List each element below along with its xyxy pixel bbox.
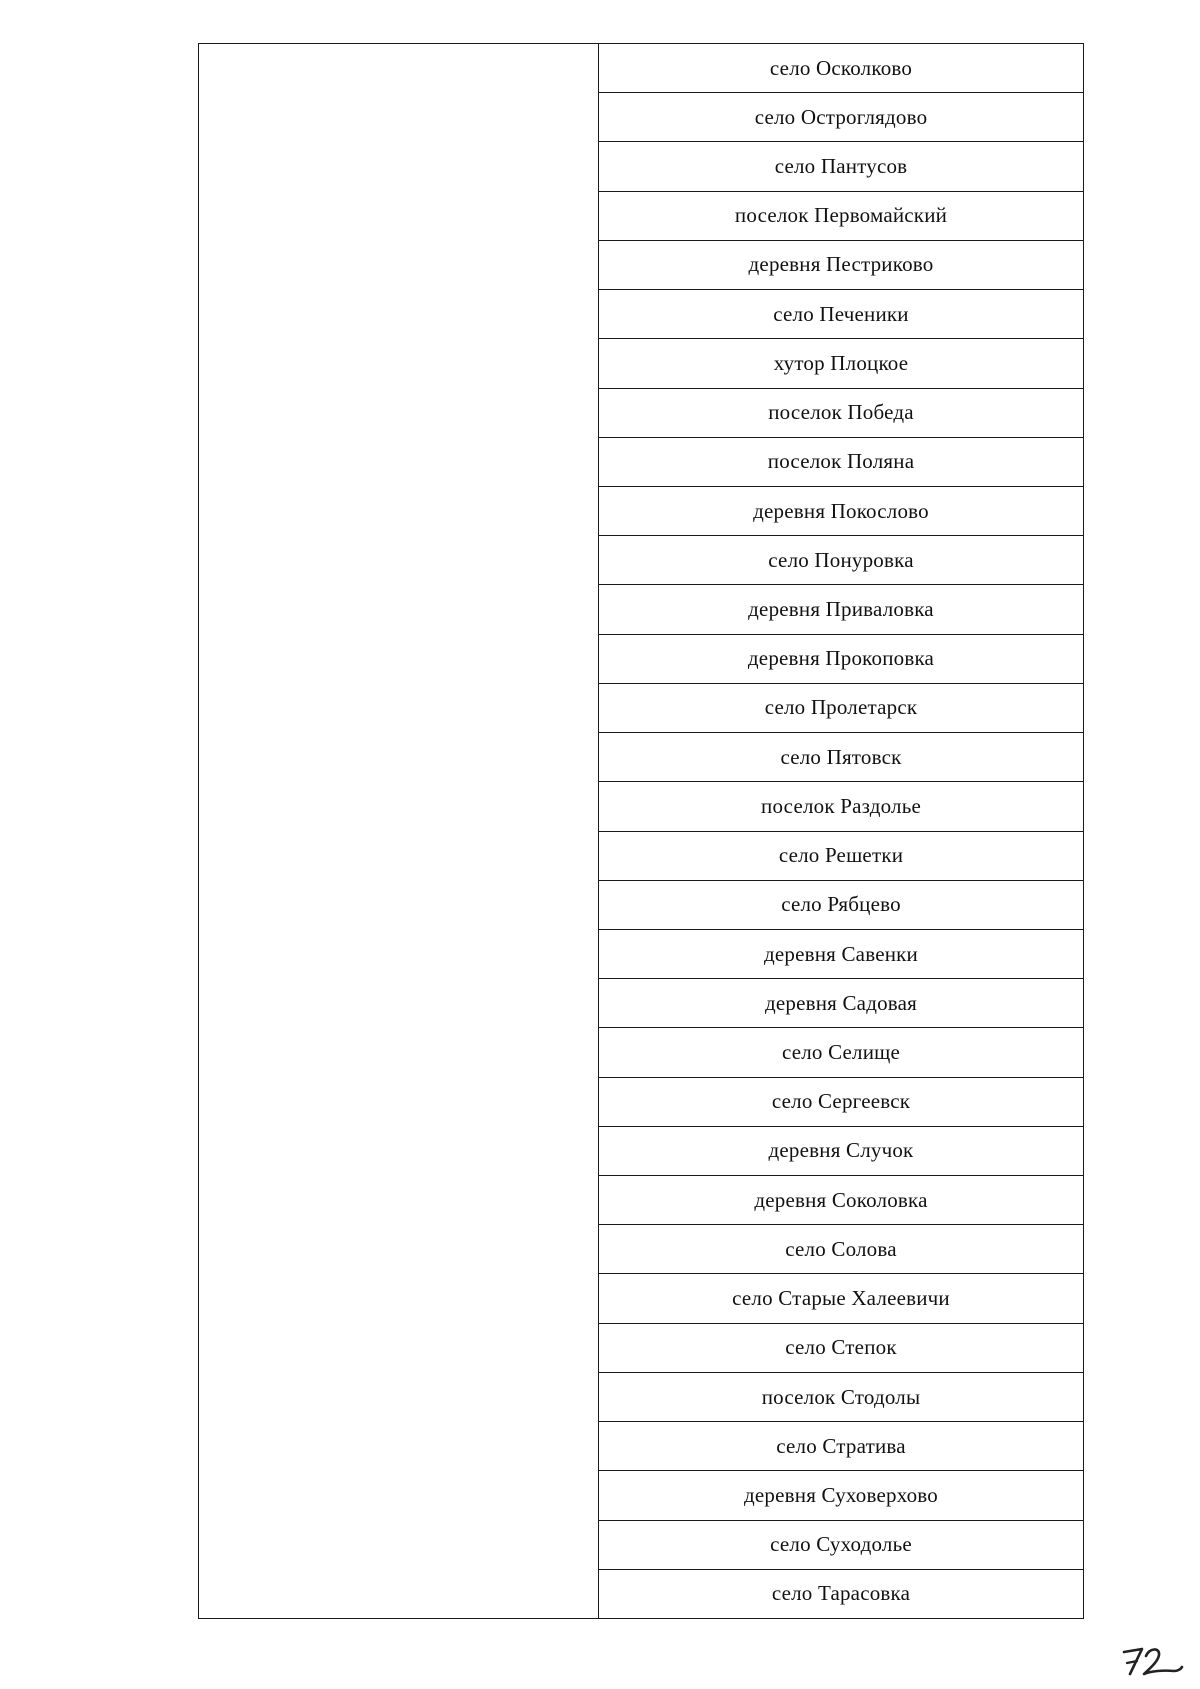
table-row [599,684,1083,733]
settlement-name: деревня Савенки [763,941,918,966]
settlement-name: село Понуровка [768,547,914,572]
table-row [599,44,1083,93]
table-row [599,1274,1083,1323]
settlement-name: деревня Суховерхово [744,1482,938,1507]
settlement-name: село Селище [781,1039,901,1064]
settlement-name: село Сергеевск [771,1089,911,1114]
settlement-name: село Пантусов [774,154,908,179]
settlement-name: деревня Покослово [753,498,929,523]
table-row [599,979,1083,1028]
table-row [599,290,1083,339]
table-row [599,1422,1083,1471]
settlement-name: село Суходолье [770,1532,912,1557]
table-row [599,1176,1083,1225]
table-row [599,1127,1083,1176]
table-row [599,93,1083,142]
handwritten-72-mark [1118,1640,1188,1684]
table-row [599,487,1083,536]
table-row [599,438,1083,487]
settlement-name: село Стратива [776,1433,906,1458]
settlement-name: деревня Прокоповка [747,646,935,671]
table-row [599,1521,1083,1570]
table-row [599,733,1083,782]
settlement-name: село Степок [785,1335,897,1360]
table-row [599,536,1083,585]
table-row [599,1373,1083,1422]
handwritten-page-number [1118,1640,1188,1684]
table-row [599,930,1083,979]
settlements-table [198,43,1084,1619]
settlement-name-column [599,44,1083,1618]
settlement-name: поселок Раздолье [761,793,921,818]
settlement-name: село Остроглядово [754,104,928,129]
empty-left-column [199,44,599,1618]
table-row [599,782,1083,831]
table-row [599,635,1083,684]
table-row [599,1324,1083,1373]
table-row [599,585,1083,634]
settlement-name: село Пятовск [780,744,902,769]
settlement-name: село Осколково [769,55,913,80]
table-row [599,832,1083,881]
settlement-name: хутор Плоцкое [773,350,909,375]
table-row [599,339,1083,388]
table-row [599,389,1083,438]
table-row [599,1225,1083,1274]
table-row [599,1570,1083,1618]
table-row [599,192,1083,241]
settlement-name: село Старые Халеевичи [732,1286,950,1311]
settlement-name: поселок Победа [768,400,914,425]
table-row [599,241,1083,290]
table-row [599,881,1083,930]
settlement-name: поселок Первомайский [734,203,948,228]
settlement-name: деревня Приваловка [748,597,934,622]
settlement-name: село Тарасовка [771,1581,911,1606]
table-row [599,1471,1083,1520]
table-row [599,1028,1083,1077]
settlement-name: село Солова [785,1236,897,1261]
settlement-name: село Рябцево [781,892,901,917]
settlement-name: деревня Пестриково [748,252,934,277]
settlement-name: село Решетки [778,843,904,868]
table-row [599,1078,1083,1127]
settlement-name: село Печеники [773,301,909,326]
settlement-name: деревня Случок [768,1138,914,1163]
settlement-name: поселок Поляна [767,449,915,474]
settlement-name: деревня Садовая [764,990,918,1015]
settlement-name: деревня Соколовка [754,1187,928,1212]
settlement-name: поселок Стодолы [761,1384,921,1409]
settlement-name: село Пролетарск [764,695,918,720]
table-row [599,142,1083,191]
